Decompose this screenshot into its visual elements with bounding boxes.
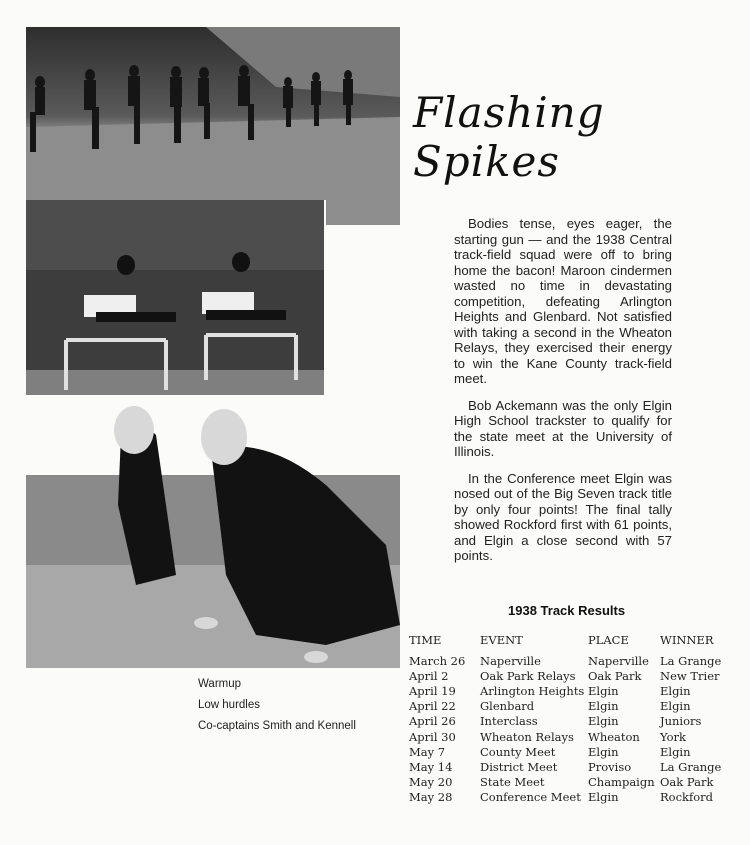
cell: Rockford <box>660 790 714 805</box>
warmup-photo <box>26 27 400 225</box>
cell: Elgin <box>588 714 619 729</box>
cell: Elgin <box>588 683 619 698</box>
cell: County Meet <box>480 744 556 759</box>
table-row <box>409 683 740 698</box>
cell: April 19 <box>409 683 456 698</box>
table-row <box>409 775 740 790</box>
results-table <box>409 633 740 805</box>
cell: Elgin <box>660 699 691 714</box>
results-title: 1938 Track Results <box>508 603 626 618</box>
photo-captions <box>198 678 356 741</box>
table-row <box>409 699 740 714</box>
cell: Naperville <box>480 653 541 668</box>
cell: Juniors <box>660 714 702 729</box>
paragraph: Bob Ackemann was the only Elgin High School trackster to qualify for the state meet at the University of Illinois. <box>454 397 672 459</box>
cell: Elgin <box>588 744 619 759</box>
cell: New Trier <box>660 668 720 683</box>
caption: Co-captains Smith and Kennell <box>198 720 356 732</box>
column-header: WINNER <box>660 633 714 647</box>
cell: March 26 <box>409 653 466 668</box>
cell: Oak Park <box>588 668 642 683</box>
cell: La Grange <box>660 653 722 668</box>
cell: Oak Park Relays <box>480 668 576 683</box>
table-header-row <box>409 633 740 653</box>
table-row <box>409 714 740 729</box>
cell: Oak Park <box>660 775 714 790</box>
cell: Elgin <box>588 790 619 805</box>
caption: Low hurdles <box>198 699 261 711</box>
cell: April 22 <box>409 699 456 714</box>
table-row <box>409 790 740 805</box>
column-header: TIME <box>409 633 442 647</box>
cell: May 7 <box>409 744 446 759</box>
page-title: Flashing Spikes <box>413 88 605 186</box>
cell: District Meet <box>480 759 558 774</box>
cell: Interclass <box>480 714 538 729</box>
cell: Elgin <box>660 744 691 759</box>
cell: April 30 <box>409 729 456 744</box>
cell: April 2 <box>409 668 449 683</box>
cell: Champaign <box>588 775 655 790</box>
cell: La Grange <box>660 759 722 774</box>
cell: Conference Meet <box>480 790 581 805</box>
article-text <box>454 216 672 575</box>
table-row <box>409 668 740 683</box>
captains-photo <box>26 395 400 668</box>
cell: York <box>660 729 686 744</box>
column-header: EVENT <box>480 633 523 647</box>
table-row <box>409 729 740 744</box>
table-row <box>409 653 740 668</box>
caption: Warmup <box>198 678 242 690</box>
cell: Elgin <box>588 699 619 714</box>
cell: Wheaton Relays <box>480 729 574 744</box>
table-row <box>409 744 740 759</box>
cell: Naperville <box>588 653 649 668</box>
cell: May 14 <box>409 759 453 774</box>
table-row <box>409 759 740 774</box>
cell: May 20 <box>409 775 453 790</box>
cell: April 26 <box>409 714 456 729</box>
paragraph: Bodies tense, eyes eager, the starting gun — and the 1938 Central track-field squad were off to bring home the bacon! Maroon cindermen wasted no time in devastating competition, defeating Arlington Heights and Glenbard. Not satisfied with taking a second in the Wheaton Relays, they exercised their energy to win the Kane County track-field meet. <box>454 216 672 386</box>
cell: Wheaton <box>588 729 640 744</box>
cell: Glenbard <box>480 699 535 714</box>
cell: Arlington Heights <box>480 683 585 698</box>
cell: Elgin <box>660 683 691 698</box>
column-header: PLACE <box>588 633 629 647</box>
cell: May 28 <box>409 790 453 805</box>
cell: Proviso <box>588 759 632 774</box>
paragraph: In the Conference meet Elgin was nosed out of the Big Seven track title by only four points! The final tally showed Rockford first with 61 points, and Elgin a close second with 57 points. <box>454 470 672 563</box>
cell: State Meet <box>480 775 545 790</box>
